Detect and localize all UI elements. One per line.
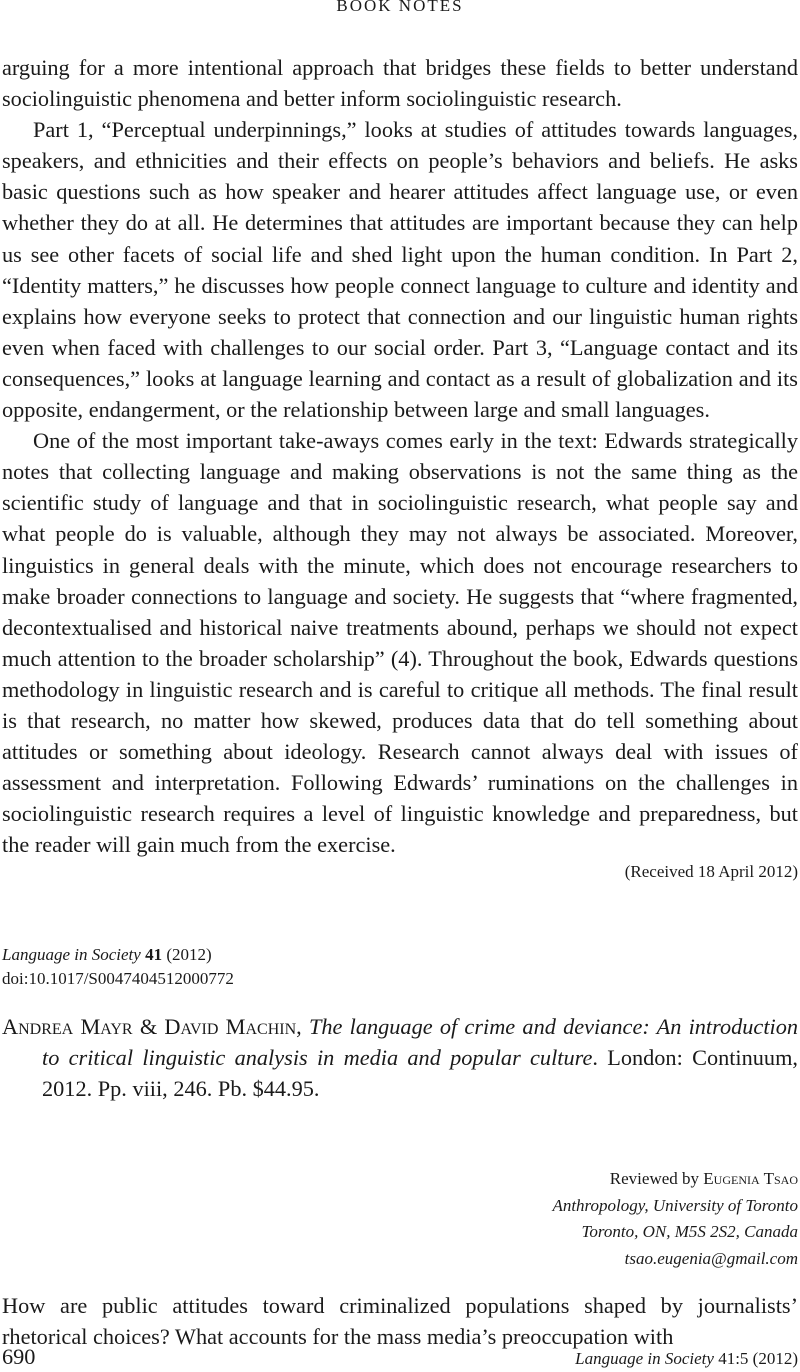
footer-issue: 41:5 (2012) (718, 1349, 798, 1368)
journal-volume: 41 (145, 945, 163, 964)
running-head: BOOK NOTES (336, 0, 464, 15)
footer-journal (575, 1349, 798, 1369)
body-paragraph: Part 1, “Perceptual underpinnings,” looks at studies of attitudes towards languages, speakers, and ethnicities and their effects on people’s behaviors and beliefs. He asks basic questions such as how speaker and hearer attitudes affect language use, or even whether they do at all. He determines that attitudes are important because they can help us see other facets of social life and shed light upon the human condition. In Part 2, “Identity matters,” he discusses how people connect language to culture and identity and explains how everyone seeks to protect that connection and our linguistic human rights even when faced with challenges to our social order. Part 3, “Language contact and its consequences,” looks at language learning and contact as a result of globalization and its opposite, endangerment, or the relationship between large and small languages. (2, 117, 798, 423)
doi: doi:10.1017/S0047404512000772 (2, 969, 234, 988)
received-date: (Received 18 April 2012) (624, 862, 798, 881)
reviewer-email: tsao.eugenia@gmail.com (624, 1248, 798, 1268)
review-opening (2, 1290, 798, 1352)
body-paragraph: One of the most important take-aways comes early in the text: Edwards strategically notes that collecting language and making observations is not the same thing as the scientific study of language and that in sociolinguistic research, what people say and what people do is valuable, although they may not always be associated. Moreover, linguistics in general deals with the minute, which does not encourage researchers to make broader connections to language and society. He suggests that “where fragmented, decontextualised and historical naive treatments abound, perhaps we should not expect much attention to the broader scholarship” (4). Throughout the book, Edwards questions methodology in linguistic research and is careful to critique all methods. The final result is that research, no matter how skewed, produces data that do tell something about attitudes or something about ideology. Research cannot always deal with issues of assessment and interpretation. Following Edwards’ ruminations on the challenges in sociolinguistic research requires a level of linguistic knowledge and preparedness, but the reader will gain much from the exercise. (2, 428, 798, 858)
body-paragraph: arguing for a more intentional approach that bridges these fields to better understand sociolinguistic phenomena and better inform sociolinguistic research. (2, 55, 798, 112)
book-citation: Andrea Mayr & David Machin, The language of crime and deviance: An introduction to critical linguistic analysis in media and popular culture. London: Continuum, 2012. Pp. viii, 246. Pb. $44.95. (2, 1014, 799, 1101)
journal-reference (2, 943, 234, 991)
page-number: 690 (2, 1344, 36, 1369)
body-paragraph: How are public attitudes toward criminalized populations shaped by journalists’ rhetorical choices? What accounts for the mass media’s preoccupation with (2, 1293, 798, 1350)
reviewer-line (298, 1166, 798, 1193)
book-title: The language of crime and deviance: An introduction to critical linguistic analysis in media and popular culture (42, 1014, 799, 1070)
reviewer-affiliation: Anthropology, University of Toronto (552, 1195, 798, 1215)
journal-year: (2012) (166, 945, 212, 964)
footer-journal-name: Language in Society (575, 1349, 714, 1368)
book-authors: Andrea Mayr & David Machin (2, 1014, 297, 1039)
review-body (2, 52, 798, 860)
book-publication: . London: Continuum, 2012. Pp. viii, 246. Pb. $44.95. (42, 1045, 798, 1101)
reviewed-by-label: Reviewed by (609, 1169, 700, 1188)
reviewer-name: Eugenia Tsao (703, 1169, 798, 1188)
reviewer-block (298, 1166, 798, 1272)
reviewer-address: Toronto, ON, M5S 2S2, Canada (581, 1222, 798, 1241)
journal-name: Language in Society (2, 945, 141, 964)
journal-citation-line (2, 943, 234, 967)
